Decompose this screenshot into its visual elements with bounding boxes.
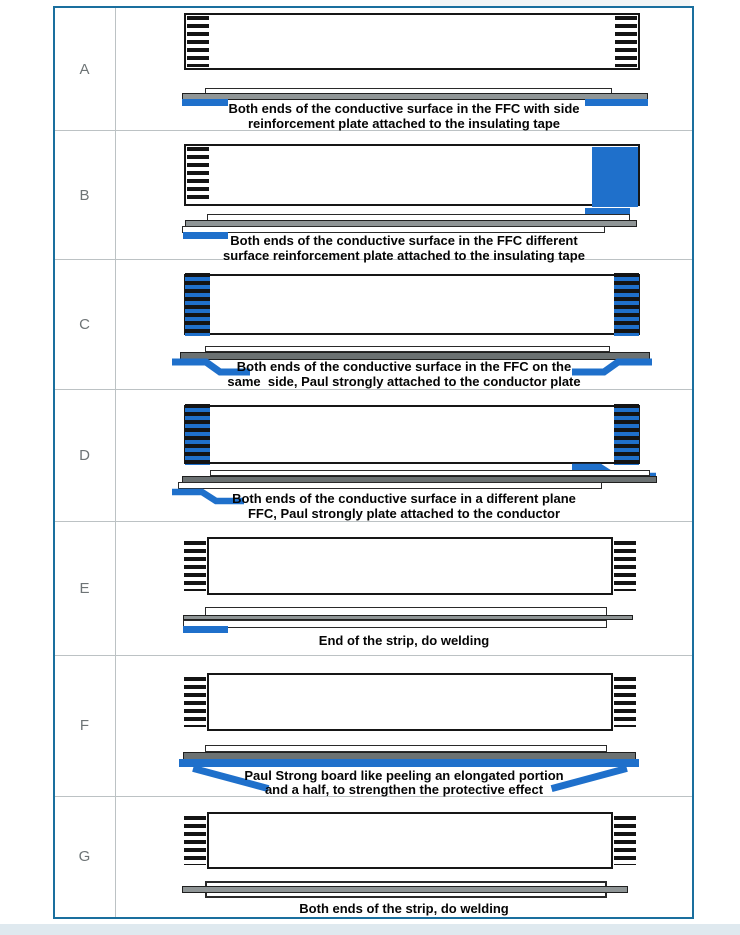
diagram-cell — [116, 8, 692, 130]
conductor-bar — [182, 93, 648, 100]
row-label-cell — [55, 390, 116, 521]
table-row — [55, 390, 692, 522]
insulating-tape-bar-bottom — [182, 226, 605, 233]
bottom-watermark-band — [0, 924, 740, 935]
diagram-cell — [116, 131, 692, 263]
diagram-cell — [116, 522, 692, 654]
row-label: D — [79, 447, 91, 465]
row-caption: Both ends of the conductive surface in the FFC different surface reinforcement plate attached to the insulating tape — [223, 233, 585, 263]
row-label: A — [79, 60, 91, 78]
reinforcement-board — [179, 759, 639, 767]
table-row — [55, 797, 692, 917]
row-label-cell — [55, 656, 116, 796]
ffc-side-view — [182, 13, 638, 102]
table-row — [55, 656, 692, 797]
table-row — [55, 131, 692, 263]
row-caption: Both ends of the conductive surface in the FFC on the same side, Paul strongly attached to the conductor plate — [227, 359, 581, 389]
insulating-tape-bar-bottom — [183, 620, 607, 628]
diagram-cell — [116, 656, 692, 796]
row-caption: Paul Strong board like peeling an elongated portion and a half, to strengthen the protective effect — [244, 767, 564, 798]
insulating-tape-bar — [205, 745, 607, 752]
row-caption: End of the strip, do welding — [318, 633, 490, 649]
row-label: B — [79, 186, 91, 204]
row-label: E — [79, 579, 91, 597]
ffc-side-view — [182, 274, 638, 360]
ffc-side-view — [182, 144, 638, 234]
table-row — [55, 260, 692, 390]
row-caption: Both ends of the strip, do welding — [299, 900, 509, 916]
row-label-cell — [55, 8, 116, 130]
row-label-cell — [55, 797, 116, 917]
row-label: F — [79, 717, 91, 735]
ffc-side-view — [182, 673, 638, 769]
ffc-side-view — [182, 537, 638, 634]
row-label-cell — [55, 131, 116, 259]
row-label-cell — [55, 260, 116, 389]
diagram-cell — [116, 390, 692, 521]
table-row — [55, 522, 692, 655]
ffc-side-view — [182, 405, 638, 492]
conductor-bar — [182, 886, 628, 893]
row-caption: Both ends of the conductive surface in a different plane FFC, Paul strongly plate attached to the conductor — [232, 491, 576, 521]
table-row — [55, 8, 692, 131]
row-caption: Both ends of the conductive surface in the FFC with side reinforcement plate attached to the insulating tape — [228, 101, 580, 131]
diagram-cell — [116, 797, 692, 917]
row-label-cell — [55, 522, 116, 654]
row-label: G — [78, 848, 92, 866]
row-label: C — [79, 316, 91, 333]
solder-strip-left — [183, 626, 228, 633]
ffc-types-table — [53, 6, 694, 919]
diagram-cell — [116, 260, 692, 389]
ffc-side-view — [182, 812, 638, 902]
